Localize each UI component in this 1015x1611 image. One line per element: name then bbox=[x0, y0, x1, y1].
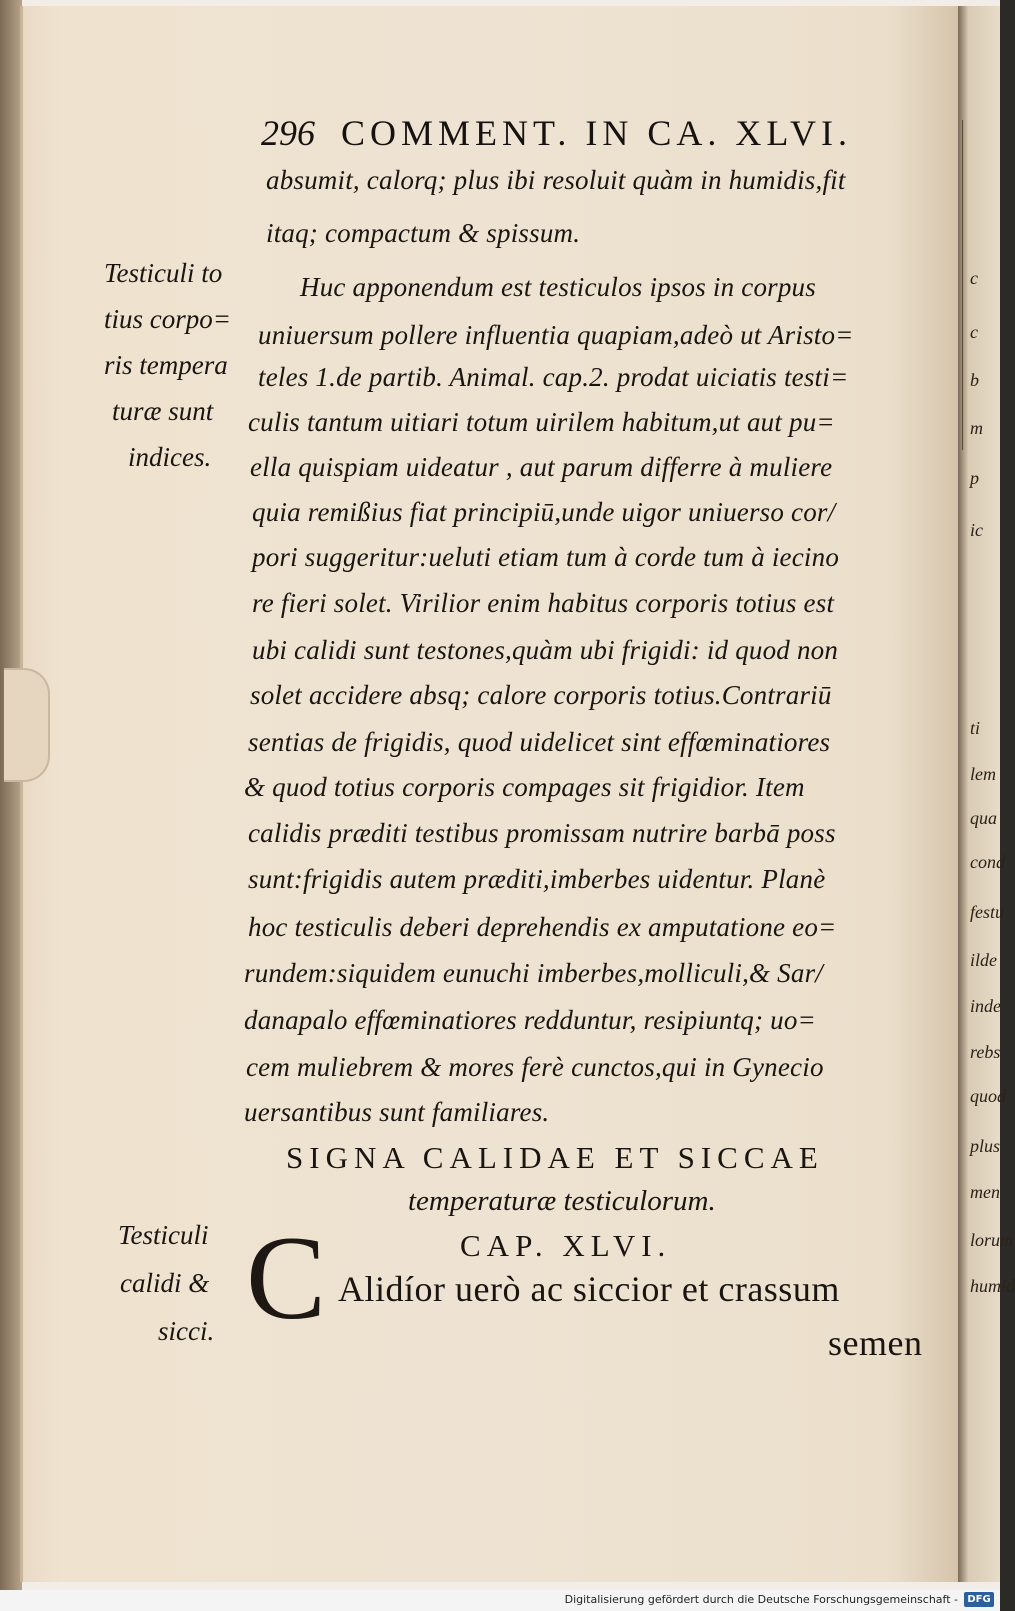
margin-note-line: calidi & bbox=[120, 1268, 210, 1298]
facing-page-word: inde bbox=[970, 996, 1001, 1016]
chapter-text-line-1: Alidíor uerò ac siccior et crassum bbox=[338, 1269, 840, 1309]
body-line: re fieri solet. Virilior enim habitus corporis totius est bbox=[252, 588, 835, 618]
funding-credit: Digitalisierung gefördert durch die Deutsche Forschungsgemeinschaft - bbox=[564, 1593, 958, 1606]
body-line: sentias de frigidis, quod uidelicet sint effœminatiores bbox=[248, 727, 831, 757]
body-line: itaq; compactum & spissum. bbox=[266, 218, 581, 248]
page-header bbox=[261, 112, 852, 154]
running-title: COMMENT. IN CA. XLVI. bbox=[341, 113, 853, 153]
facing-page-word: quod bbox=[970, 1086, 1006, 1106]
margin-note-line: sicci. bbox=[158, 1316, 215, 1346]
body-line: calidis præditi testibus promissam nutrire barbā poss bbox=[248, 818, 836, 848]
body-line: hoc testiculis deberi deprehendis ex amputatione eo= bbox=[248, 912, 837, 942]
body-line: ella quispiam uideatur , aut parum differre à muliere bbox=[250, 452, 833, 482]
margin-note-line: Testiculi to bbox=[104, 258, 223, 288]
margin-note-line: tius corpo= bbox=[104, 304, 231, 334]
section-heading: SIGNA CALIDAE ET SICCAE bbox=[286, 1140, 824, 1175]
drop-cap-letter: C bbox=[246, 1211, 327, 1344]
body-line: cem muliebrem & mores ferè cunctos,qui in Gynecio bbox=[246, 1052, 824, 1082]
facing-page-word: qua bbox=[970, 808, 997, 828]
facing-page-word: ti bbox=[970, 718, 981, 738]
facing-page-edge bbox=[958, 6, 1015, 1582]
facing-page-word: humid bbox=[970, 1276, 1015, 1296]
dfg-logo: DFG bbox=[964, 1592, 994, 1607]
body-line: uniuersum pollere influentia quapiam,adeò ut Aristo= bbox=[258, 320, 854, 350]
body-line: uersantibus sunt familiares. bbox=[244, 1097, 550, 1127]
margin-note-line: ris tempera bbox=[104, 350, 228, 380]
page-number: 296 bbox=[261, 113, 315, 153]
body-line: sunt:frigidis autem præditi,imberbes uidentur. Planè bbox=[248, 864, 826, 894]
margin-note-line: turæ sunt bbox=[112, 396, 214, 426]
chapter-number: CAP. XLVI. bbox=[460, 1228, 672, 1263]
body-line: rundem:siquidem eunuchi imberbes,molliculi,& Sar/ bbox=[244, 958, 823, 988]
body-line: teles 1.de partib. Animal. cap.2. prodat uiciatis testi= bbox=[258, 362, 849, 392]
facing-page-word: p bbox=[970, 468, 979, 488]
facing-page-word: plus bbox=[970, 1136, 1001, 1156]
facing-page-word: rebs bbox=[970, 1042, 1001, 1062]
facing-page-word: lem bbox=[970, 764, 996, 784]
body-line: & quod totius corporis compages sit frigidior. Item bbox=[244, 772, 805, 802]
facing-page-word: lorum bbox=[970, 1230, 1014, 1250]
facing-page-word: b bbox=[970, 370, 979, 390]
body-line: pori suggeritur:ueluti etiam tum à corde tum à iecino bbox=[252, 542, 840, 572]
body-line: solet accidere absq; calore corporis totius.Contrariū bbox=[250, 680, 832, 710]
facing-page-rule bbox=[962, 120, 963, 450]
body-line: ubi calidi sunt testones,quàm ubi frigidi: id quod non bbox=[252, 635, 839, 665]
facing-page-word: c bbox=[970, 322, 978, 342]
body-line: danapalo effœminatiores redduntur, resipiuntq; uo= bbox=[244, 1005, 816, 1035]
margin-note-line: indices. bbox=[128, 442, 212, 472]
chapter-text-line-2: semen bbox=[828, 1323, 923, 1363]
page-clip bbox=[4, 668, 50, 782]
facing-page-word: ilde bbox=[970, 950, 997, 970]
body-line: culis tantum uitiari totum uirilem habitum,ut aut pu= bbox=[248, 407, 835, 437]
facing-page-word: m bbox=[970, 418, 983, 438]
body-line: absumit, calorq; plus ibi resoluit quàm in humidis,fit bbox=[266, 165, 846, 195]
body-line: quia remißius fiat principiū,unde uigor uniuerso cor/ bbox=[252, 497, 836, 527]
facing-page-word: festu bbox=[970, 902, 1004, 922]
facing-page-word: c bbox=[970, 268, 978, 288]
facing-page-word: men bbox=[970, 1182, 1000, 1202]
body-line: Huc apponendum est testiculos ipsos in corpus bbox=[300, 272, 816, 302]
section-subheading: temperaturæ testiculorum. bbox=[408, 1185, 716, 1217]
book-binding bbox=[0, 0, 22, 1590]
facing-page-word: ic bbox=[970, 520, 983, 540]
margin-note-line: Testiculi bbox=[118, 1220, 209, 1250]
facing-page-word: cond bbox=[970, 852, 1005, 872]
